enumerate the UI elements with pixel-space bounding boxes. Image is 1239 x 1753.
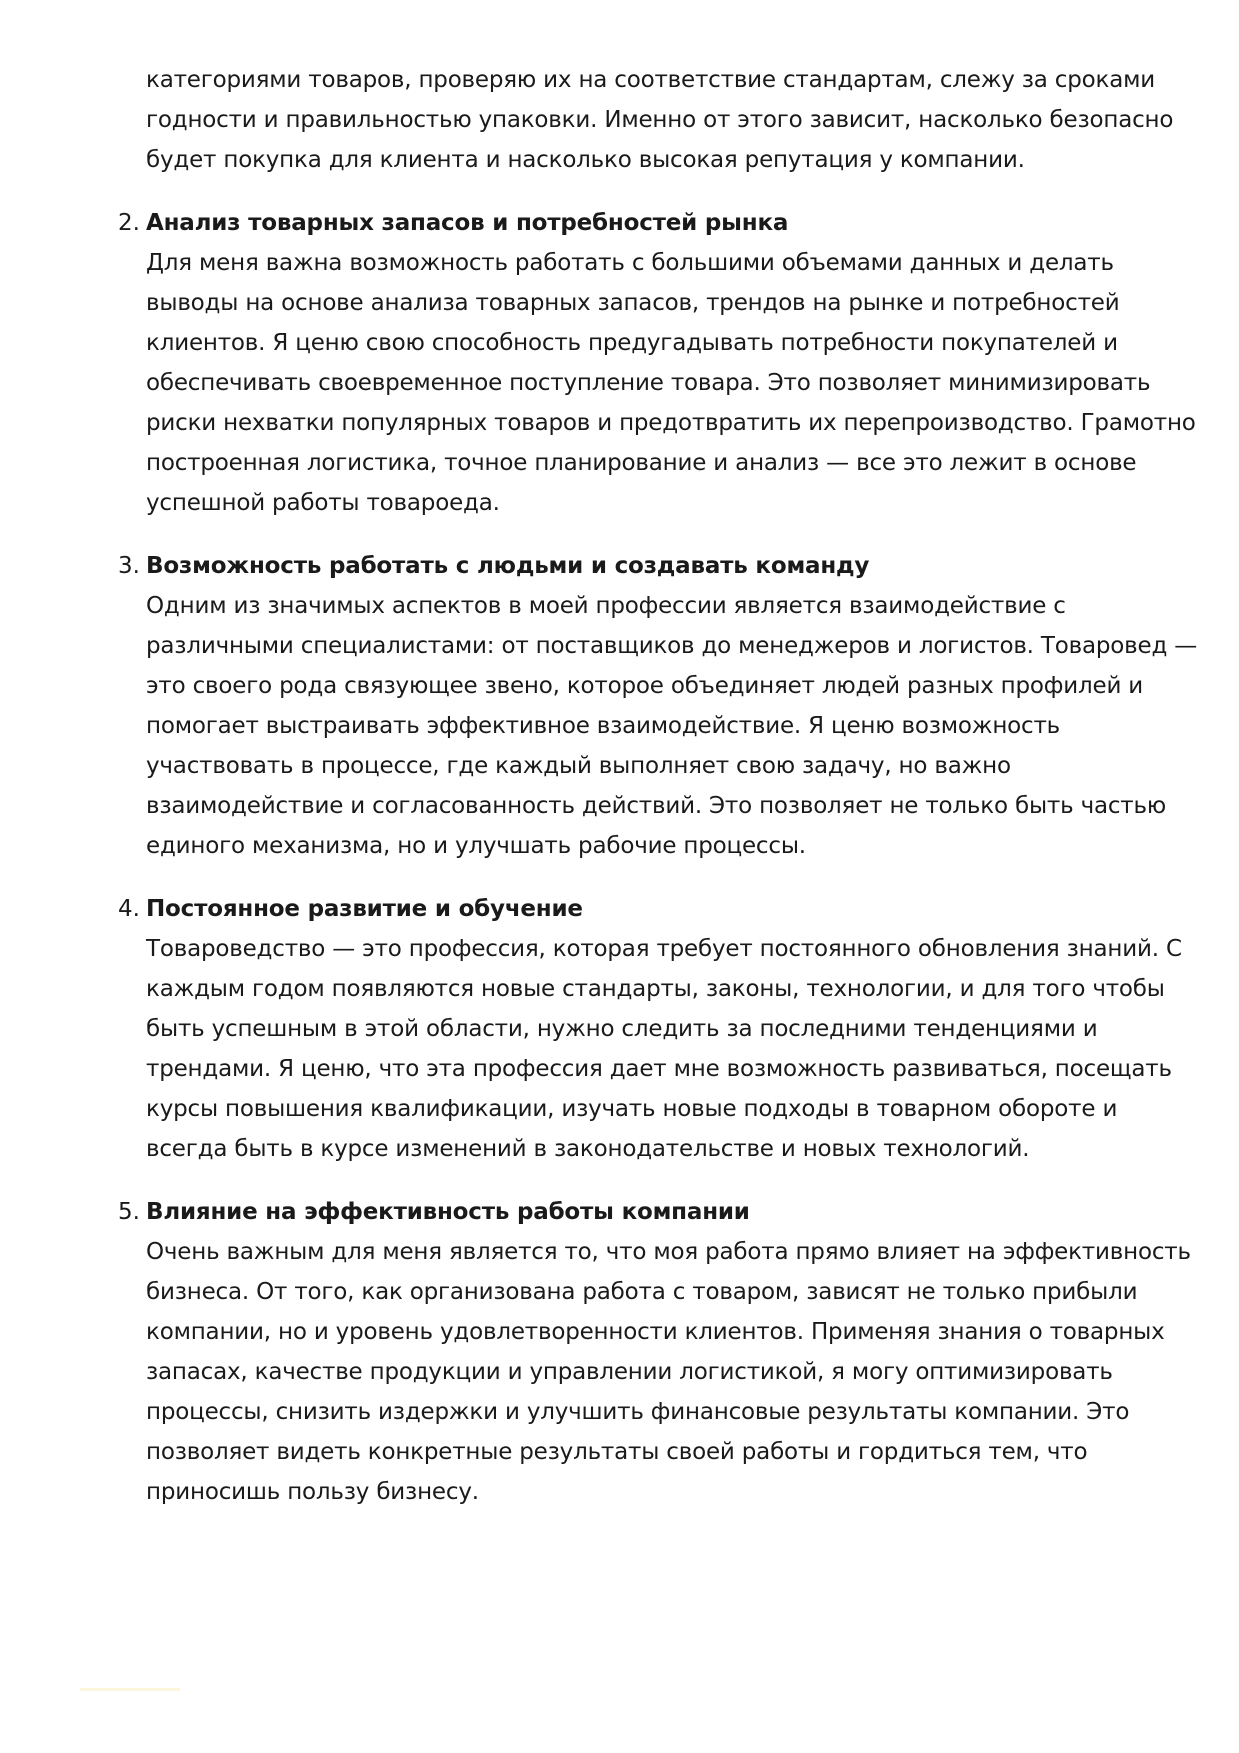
list-item xyxy=(118,1192,1191,1512)
list-item-number: 2. xyxy=(118,210,140,236)
paragraph-line: каждым годом появляются новые стандарты, законы, технологии, и для того чтобы xyxy=(146,976,1165,1002)
paragraph-line: будет покупка для клиента и насколько высокая репутация у компании. xyxy=(146,147,1025,173)
list-item-number: 3. xyxy=(118,553,140,579)
list-item-title: Анализ товарных запасов и потребностей рынка xyxy=(146,210,789,236)
list-item-number: 4. xyxy=(118,896,140,922)
paragraph-line: построенная логистика, точное планирование и анализ — все это лежит в основе xyxy=(146,450,1137,476)
paragraph-line: категориями товаров, проверяю их на соответствие стандартам, слежу за сроками xyxy=(146,67,1155,93)
paragraph-line: успешной работы товароеда. xyxy=(146,490,500,516)
paragraph-line: запасах, качестве продукции и управлении логистикой, я могу оптимизировать xyxy=(146,1359,1113,1385)
paragraph-line: выводы на основе анализа товарных запасов, трендов на рынке и потребностей xyxy=(146,290,1120,316)
paragraph-line: быть успешным в этой области, нужно следить за последними тенденциями и xyxy=(146,1016,1098,1042)
list-item xyxy=(118,203,1196,523)
paragraph-line: это своего рода связующее звено, которое объединяет людей разных профилей и xyxy=(146,673,1144,699)
paragraph-line: клиентов. Я ценю свою способность предугадывать потребности покупателей и xyxy=(146,330,1118,356)
paragraph-line: участвовать в процессе, где каждый выполняет свою задачу, но важно xyxy=(146,753,1011,779)
paragraph-line: обеспечивать своевременное поступление товара. Это позволяет минимизировать xyxy=(146,370,1151,396)
footer-highlight-mark xyxy=(80,1688,180,1691)
paragraph-line: бизнеса. От того, как организована работа с товаром, зависят не только прибыли xyxy=(146,1279,1138,1305)
paragraph-line: Для меня важна возможность работать с большими объемами данных и делать xyxy=(146,250,1114,276)
paragraph-line: курсы повышения квалификации, изучать новые подходы в товарном обороте и xyxy=(146,1096,1118,1122)
list-item xyxy=(118,546,1198,866)
paragraph-line: позволяет видеть конкретные результаты своей работы и гордиться тем, что xyxy=(146,1439,1088,1465)
paragraph-line: Очень важным для меня является то, что моя работа прямо влияет на эффективность xyxy=(146,1239,1191,1265)
paragraph-line: риски нехватки популярных товаров и предотвратить их перепроизводство. Грамотно xyxy=(146,410,1196,436)
paragraph-line: Одним из значимых аспектов в моей профессии является взаимодействие с xyxy=(146,593,1066,619)
list-item-title: Влияние на эффективность работы компании xyxy=(146,1199,750,1225)
paragraph-line: процессы, снизить издержки и улучшить финансовые результаты компании. Это xyxy=(146,1399,1130,1425)
paragraph-line: годности и правильностью упаковки. Именно от этого зависит, насколько безопасно xyxy=(146,107,1174,133)
list-item-title: Возможность работать с людьми и создавать команду xyxy=(146,553,870,579)
paragraph-line: различными специалистами: от поставщиков до менеджеров и логистов. Товаровед — xyxy=(146,633,1198,659)
list-item-title: Постоянное развитие и обучение xyxy=(146,896,583,922)
paragraph-line: помогает выстраивать эффективное взаимодействие. Я ценю возможность xyxy=(146,713,1061,739)
paragraph-line: Товароведство — это профессия, которая требует постоянного обновления знаний. С xyxy=(146,936,1182,962)
list-item-number: 5. xyxy=(118,1199,140,1225)
paragraph-line: всегда быть в курсе изменений в законодательстве и новых технологий. xyxy=(146,1136,1030,1162)
paragraph-line: трендами. Я ценю, что эта профессия дает мне возможность развиваться, посещать xyxy=(146,1056,1172,1082)
list-item xyxy=(118,889,1182,1169)
intro-paragraph xyxy=(146,60,1174,180)
paragraph-line: единого механизма, но и улучшать рабочие процессы. xyxy=(146,833,806,859)
paragraph-line: приносишь пользу бизнесу. xyxy=(146,1479,479,1505)
paragraph-line: компании, но и уровень удовлетворенности клиентов. Применяя знания о товарных xyxy=(146,1319,1165,1345)
paragraph-line: взаимодействие и согласованность действий. Это позволяет не только быть частью xyxy=(146,793,1167,819)
